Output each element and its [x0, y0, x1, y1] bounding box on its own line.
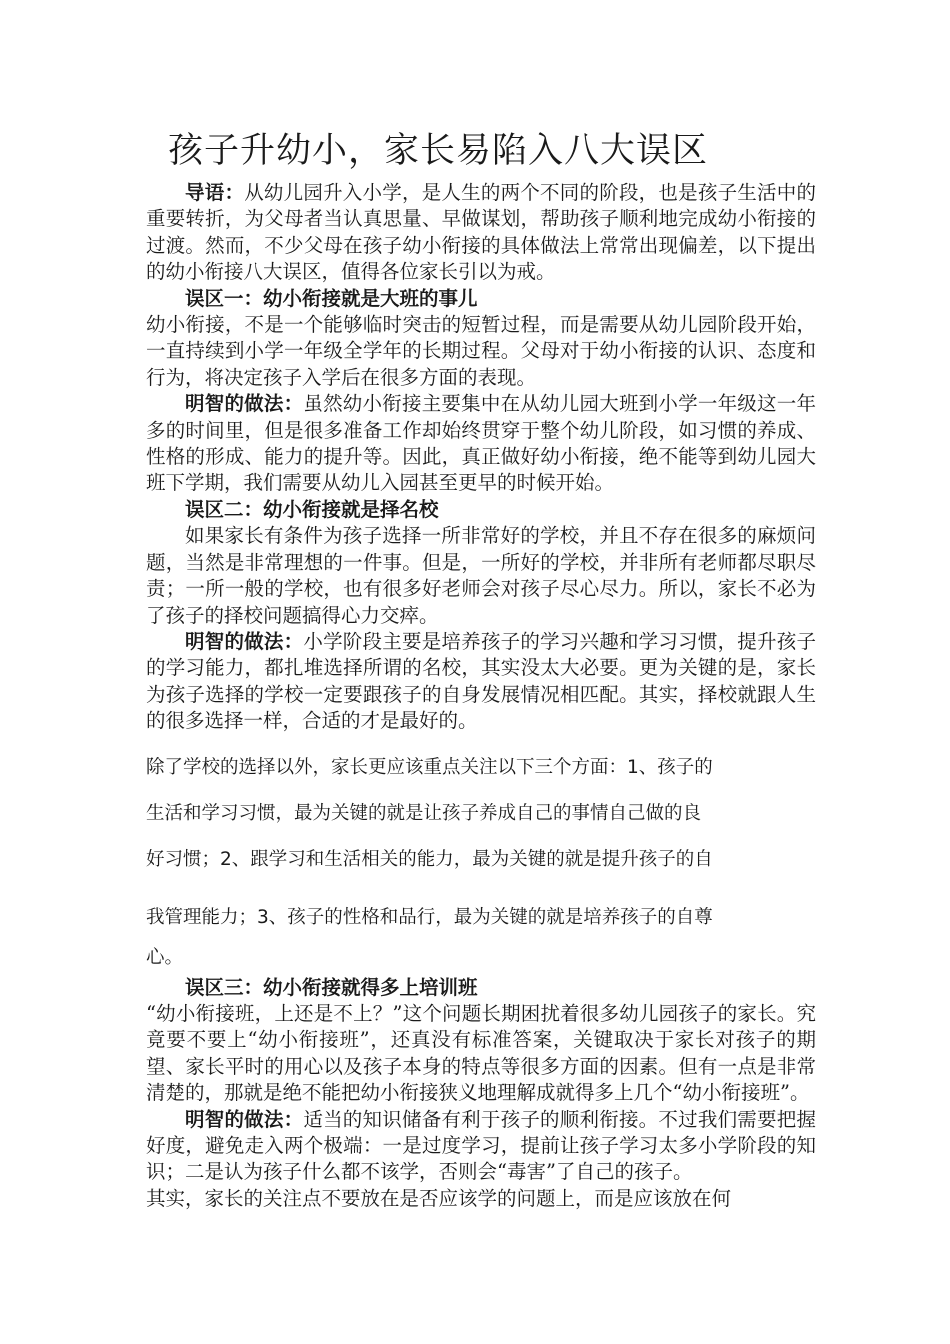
section3-tail: 其实，家长的关注点不要放在是否应该学的问题上，而是应该放在何	[146, 1186, 732, 1210]
section3-body: “幼小衔接班，上还是不上？”这个问题长期困扰着很多幼儿园孩子的家长。究竟要不要上“幼小衔接班”，还真没有标准答案，关键取决于家长对孩子的期望、家长平时的用心以及孩子本身的特点等很多方面的因素。但有一点是非常清楚的，那就是绝不能把幼小衔接狭义地理解成就得多上几个“幼小衔接班”。	[146, 1001, 816, 1105]
section2-heading: 误区二：幼小衔接就是择名校	[185, 497, 439, 521]
section1-heading: 误区一：幼小衔接就是大班的事儿	[185, 286, 478, 310]
section2-extra-line: 好习惯；2、跟学习和生活相关的能力，最为关键的就是提升孩子的自	[146, 848, 713, 870]
section2-body: 如果家长有条件为孩子选择一所非常好的学校，并且不存在很多的麻烦问题，当然是非常理想的一件事。但是，一所好的学校，并非所有老师都尽职尽责；一所一般的学校，也有很多好老师会对孩子尽心尽力。所以，家长不必为了孩子的择校问题搞得心力交瘁。	[146, 524, 816, 627]
section2-advice	[146, 629, 816, 735]
section2-advice-text: 小学阶段主要是培养孩子的学习兴趣和学习习惯，提升孩子的学习能力，都扎堆选择所谓的名校，其实没太大必要。更为关键的是，家长为孩子选择的学校一定要跟孩子的自身发展情况相匹配。其实，择校就跟人生的很多选择一样，合适的才是最好的。	[146, 629, 816, 733]
section1-advice	[146, 391, 816, 497]
document-title: 孩子升幼小，家长易陷入八大误区	[168, 131, 709, 171]
section3-advice-text: 适当的知识储备有利于孩子的顺利衔接。不过我们需要把握好度，避免走入两个极端：一是过度学习，提前让孩子学习太多小学阶段的知识；二是认为孩子什么都不该学，否则会“毒害”了自己的孩子。	[146, 1107, 816, 1184]
section2-extra-line: 生活和学习习惯，最为关键的就是让孩子养成自己的事情自己做的良	[146, 802, 702, 824]
section2-advice-lead: 明智的做法：	[185, 629, 304, 653]
section1-advice-lead: 明智的做法：	[185, 392, 304, 416]
section1-body: 幼小衔接，不是一个能够临时突击的短暂过程，而是需要从幼儿园阶段开始，一直持续到小学一年级全学年的长期过程。父母对于幼小衔接的认识、态度和行为，将决定孩子入学后在很多方面的表现。	[146, 313, 816, 389]
section1-advice-text: 虽然幼小衔接主要集中在从幼儿园大班到小学一年级这一年多的时间里，但是很多准备工作却始终贯穿于整个幼儿阶段，如习惯的养成、性格的形成、能力的提升等。因此，真正做好幼小衔接，绝不能等到幼儿园大班下学期，我们需要从幼儿入园甚至更早的时候开始。	[146, 392, 816, 495]
section2-extra-line: 心。	[146, 946, 184, 968]
intro-paragraph	[146, 180, 816, 286]
section2-extra-line: 我管理能力；3、孩子的性格和品行，最为关键的就是培养孩子的自尊	[146, 906, 713, 928]
section3-advice	[146, 1107, 816, 1186]
section2-extra-line: 除了学校的选择以外，家长更应该重点关注以下三个方面：1、孩子的	[146, 756, 713, 778]
section3-advice-lead: 明智的做法：	[185, 1107, 304, 1131]
intro-text: 从幼儿园升入小学，是人生的两个不同的阶段，也是孩子生活中的重要转折，为父母者当认真思量、早做谋划，帮助孩子顺利地完成幼小衔接的过渡。然而，不少父母在孩子幼小衔接的具体做法上常常出现偏差，以下提出的幼小衔接八大误区，值得各位家长引以为戒。	[146, 181, 816, 284]
intro-lead: 导语：	[185, 181, 245, 204]
document-page	[146, 128, 816, 1212]
section3-heading: 误区三：幼小衔接就得多上培训班	[185, 975, 478, 999]
